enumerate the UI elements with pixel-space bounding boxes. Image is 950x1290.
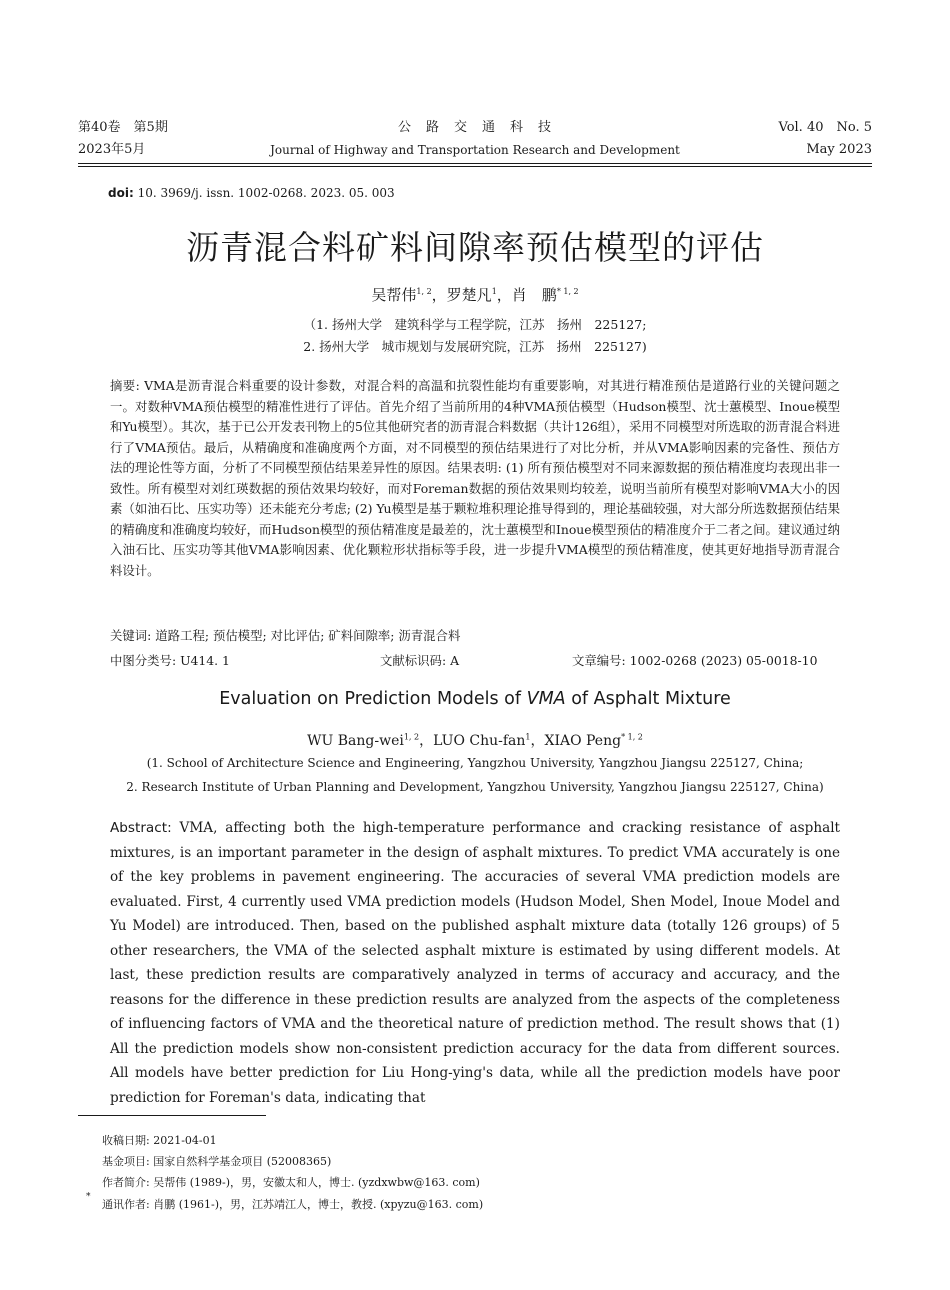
doi bbox=[108, 186, 395, 200]
header-rule-thin bbox=[78, 166, 872, 167]
classification-clc: 中图分类号: U414. 1 bbox=[110, 653, 230, 668]
header-journal-en: Journal of Highway and Transportation Research and Development bbox=[270, 143, 680, 157]
abstract-cn: 摘要: VMA是沥青混合料重要的设计参数，对混合料的高温和抗裂性能均有重要影响，对其进行精准预估是道路行业的关键问题之一。对数种VMA预估模型的精准性进行了评估。首先介绍了当前所用的4种VMA预估模型（Hudson模型、沈士蕙模型、Inoue模型和Yu模型）。其次，基于已公开发表刊物上的5位其他研究者的沥青混合料数据（共计126组），采用不同模型对所选取的沥青混合料进行了VMA预估。最后，从精确度和准确度两个方面，对不同模型的预估结果进行了对比分析，并从VMA影响因素的完备性、预估方法的理论性等方面，分析了不同模型预估结果差异性的原因。结果表明: (1) 所有预估模型对不同来源数据的预估精准度均表现出非一致性。所有模型对刘红瑛数据的预估效果均较好，而对Foreman数据的预估效果则均较差，说明当前所有模型对影响VMA大小的因素（如油石比、压实功等）还未能充分考虑; (2) Yu模型是基于颗粒堆积理论推导得到的，理论基础较强，对大部分所选数据预估结果的精确度和准确度均较好，而Hudson模型的预估精准度是最差的，沈士蕙模型和Inoue模型预估的精准度介于二者之间。建议通过纳入油石比、压实功等其他VMA影响因素、优化颗粒形状指标等手段，进一步提升VMA模型的预估精准度，使其更好地指导沥青混合料设计。 bbox=[110, 378, 840, 578]
keywords-cn: 关键词: 道路工程; 预估模型; 对比评估; 矿料间隙率; 沥青混合料 bbox=[110, 628, 461, 643]
abstract-en-body: VMA, affecting both the high-temperature performance and cracking resistance of asphalt mixtures, is an important parameter in the design of asphalt mixtures. To predict VMA accurately is one of the key problems in pavement engineering. The accuracies of several VMA prediction models are evaluated. First, 4 currently used VMA prediction models (Hudson Model, Shen Model, Inoue Model and Yu Model) are introduced. Then, based on the published asphalt mixture data (totally 126 groups) of 5 other researchers, the VMA of the selected asphalt mixture is estimated by using different models. At last, these prediction results are comparatively analyzed in terms of accuracy and accuracy, and the reasons for the difference in these prediction results are analyzed from the aspects of the completeness of influencing factors of VMA and the theoretical nature of prediction method. The result shows that (1) All the prediction models show non-consistent prediction accuracy for the data from different sources. All models have better prediction for Liu Hong-ying's data, while all the prediction models have poor prediction for Foreman's data, indicating that bbox=[110, 820, 841, 1106]
affiliation-cn-1: （1. 扬州大学 建筑科学与工程学院，江苏 扬州 225127; bbox=[303, 317, 647, 332]
title-en-post: of Asphalt Mixture bbox=[565, 689, 731, 709]
author-en-3-affil: * 1, 2 bbox=[621, 732, 643, 742]
title-en bbox=[0, 689, 950, 709]
footnote-fund: 基金项目: 国家自然科学基金项目 (52008365) bbox=[102, 1155, 332, 1168]
author-2-affil: 1 bbox=[491, 287, 497, 296]
author-en-2: LUO Chu-fan bbox=[433, 733, 526, 749]
title-en-em: VMA bbox=[526, 689, 566, 709]
affiliation-cn-2: 2. 扬州大学 城市规划与发展研究院，江苏 扬州 225127) bbox=[303, 339, 647, 354]
abstract-en-label: Abstract: bbox=[110, 820, 172, 836]
authors-en bbox=[0, 730, 950, 750]
doi-label: doi: bbox=[108, 186, 134, 200]
affiliation-en-2: 2. Research Institute of Urban Planning and Development, Yangzhou University, Yangzhou Jiangsu 225127, China) bbox=[126, 780, 824, 794]
header-vol-no: Vol. 40 No. 5 bbox=[778, 120, 872, 135]
author-1-affil: 1, 2 bbox=[416, 287, 432, 296]
author-separator: ， bbox=[496, 286, 512, 304]
classification-article-no: 文章编号: 1002-0268 (2023) 05-0018-10 bbox=[572, 653, 818, 668]
author-en-2-affil: 1 bbox=[525, 732, 531, 742]
author-3-affil: * 1, 2 bbox=[556, 287, 579, 296]
footnote-author: 作者简介: 吴帮伟 (1989-)，男，安徽太和人，博士. (yzdxwbw@163. com) bbox=[102, 1176, 480, 1189]
header-date: 2023年5月 bbox=[78, 142, 146, 157]
page-title: 沥青混合料矿料间隙率预估模型的评估 bbox=[186, 228, 764, 267]
author-3: 肖 鹏 bbox=[511, 286, 557, 304]
author-2: 罗楚凡 bbox=[446, 286, 492, 304]
affiliation-en-1: (1. School of Architecture Science and Engineering, Yangzhou University, Yangzhou Jiangsu 225127, China; bbox=[146, 756, 804, 770]
title-en-pre: Evaluation on Prediction Models of bbox=[219, 689, 527, 709]
author-en-separator: ， bbox=[419, 733, 434, 749]
author-en-1: WU Bang-wei bbox=[307, 733, 404, 749]
author-en-1-affil: 1, 2 bbox=[403, 732, 420, 742]
author-en-separator: ， bbox=[530, 733, 545, 749]
footnote-rule bbox=[78, 1115, 266, 1116]
author-1: 吴帮伟 bbox=[371, 286, 417, 304]
header-rule bbox=[78, 163, 872, 164]
authors-cn bbox=[0, 284, 950, 305]
header-month-year: May 2023 bbox=[806, 142, 872, 157]
header-journal-cn: 公 路 交 通 科 技 bbox=[397, 120, 552, 135]
header-volume-issue: 第40卷 第5期 bbox=[78, 120, 168, 135]
footnote-corresponding: 通讯作者: 肖鹏 (1961-)，男，江苏靖江人，博士，教授. (xpyzu@163. com) bbox=[102, 1198, 484, 1211]
abstract-en bbox=[110, 816, 840, 1110]
footnote-received: 收稿日期: 2021-04-01 bbox=[102, 1134, 217, 1147]
classification-doc-code: 文献标识码: A bbox=[380, 653, 460, 668]
doi-value: 10. 3969/j. issn. 1002-0268. 2023. 05. 003 bbox=[137, 186, 395, 200]
author-en-3: XIAO Peng bbox=[544, 733, 622, 749]
author-separator: ， bbox=[431, 286, 447, 304]
footnote-star: * bbox=[86, 1192, 91, 1202]
